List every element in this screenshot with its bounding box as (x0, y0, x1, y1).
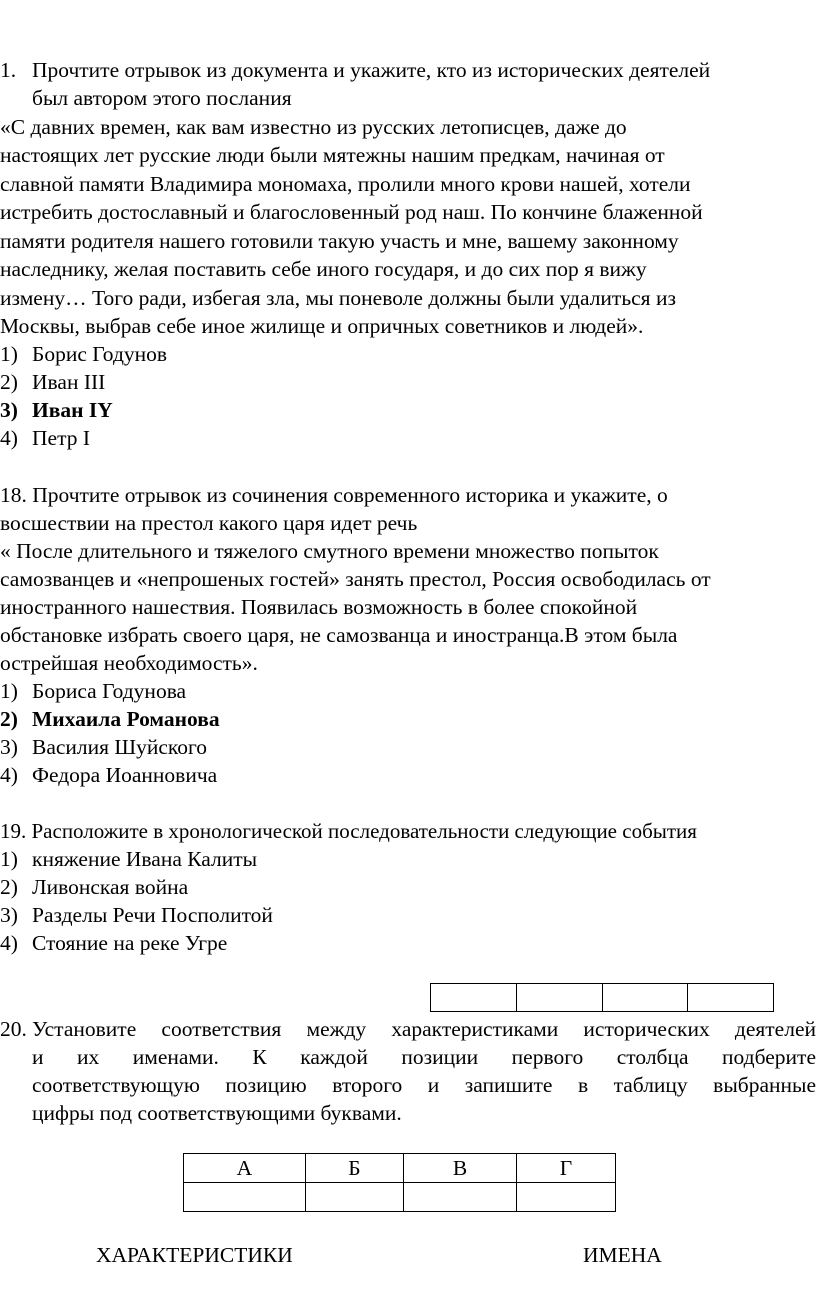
q19-answer-table (430, 983, 774, 1012)
q18-option-correct: 2) Михаила Романова (0, 707, 220, 731)
q17-quote-line: славной памяти Владимира мономаха, пролили много крови нашей, хотели (0, 172, 691, 196)
q18-option: 1) Бориса Годунова (0, 679, 187, 703)
q17-option-correct: 3) Иван IY (0, 398, 113, 422)
answer-cell[interactable] (404, 1183, 517, 1212)
q18-quote-line: обстановке избрать своего царя, не самозванца и иностранца.В этом была (0, 623, 678, 647)
q18-prompt-line1: 18. Прочтите отрывок из сочинения современного историка и укажите, о (0, 483, 668, 507)
answer-cell[interactable] (602, 984, 688, 1012)
q19-option: 4) Стояние на реке Угре (0, 931, 228, 955)
q17-quote-line: Москвы, выбрав себе иное жилище и опричных советников и людей». (0, 314, 644, 338)
q17-quote-line: истребить достославный и благословенный род наш. По кончине блаженной (0, 200, 703, 224)
table-header-cell: В (404, 1154, 517, 1183)
answer-cell[interactable] (431, 984, 517, 1012)
q18-prompt-line2: восшествии на престол какого царя идет речь (0, 511, 418, 535)
q17-quote-line: наследнику, желая поставить себе иного государя, и до сих пор я вижу (0, 257, 647, 281)
q18-quote-line: иностранного нашествия. Появилась возможность в более спокойной (0, 595, 638, 619)
table-header-cell: Г (517, 1154, 616, 1183)
q17-option: 1) Борис Годунов (0, 342, 168, 366)
q17-prompt-line1: 1. Прочтите отрывок из документа и укажите, кто из исторических деятелей (0, 58, 711, 82)
column-heading-names: ИМЕНА (583, 1243, 662, 1267)
answer-cell[interactable] (688, 984, 774, 1012)
q17-option: 4) Петр I (0, 426, 91, 450)
answer-cell[interactable] (517, 1183, 616, 1212)
q19-option: 1) княжение Ивана Калиты (0, 847, 258, 871)
q17-number: 1. (0, 58, 17, 82)
q17-option: 2) Иван III (0, 370, 106, 394)
table-header-cell: А (184, 1154, 306, 1183)
answer-cell[interactable] (516, 984, 602, 1012)
q18-quote-line: острейшая необходимость». (0, 651, 258, 675)
answer-cell[interactable] (184, 1183, 306, 1212)
q17-quote-line: памяти родителя нашего готовили такую участь и мне, вашему законному (0, 229, 679, 253)
q20-number: 20. (0, 1017, 27, 1041)
q17-quote-line: «С давних времен, как вам известно из русских летописцев, даже до (0, 115, 627, 139)
q19-option: 3) Разделы Речи Посполитой (0, 903, 273, 927)
q18-option: 4) Федора Иоанновича (0, 763, 218, 787)
q18-quote-line: « После длительного и тяжелого смутного времени множество попыток (0, 539, 659, 563)
q18-quote-line: самозванцев и «непрошеных гостей» занять престол, Россия освободилась от (0, 567, 711, 591)
q17-quote-line: измену… Того ради, избегая зла, мы поневоле должны были удалиться из (0, 286, 676, 310)
q17-prompt-line2: был автором этого послания (32, 86, 292, 110)
q18-option: 3) Василия Шуйского (0, 735, 208, 759)
answer-cell[interactable] (305, 1183, 403, 1212)
table-header-cell: Б (305, 1154, 403, 1183)
q20-prompt: Установите соответствия между характеристиками исторических деятелей и их именами. К каждой позиции первого столбца подберите соответствующую позицию второго и запишите в таблицу выбранные цифры под соответствующими буквами. (32, 1017, 816, 1125)
q19-prompt: 19. Расположите в хронологической последовательности следующие события (0, 819, 697, 843)
q20-answer-table (183, 1153, 616, 1212)
q17-quote-line: настоящих лет русские люди были мятежны нашим предкам, начиная от (0, 143, 665, 167)
q19-option: 2) Ливонская война (0, 875, 189, 899)
column-heading-characteristics: ХАРАКТЕРИСТИКИ (96, 1243, 293, 1267)
